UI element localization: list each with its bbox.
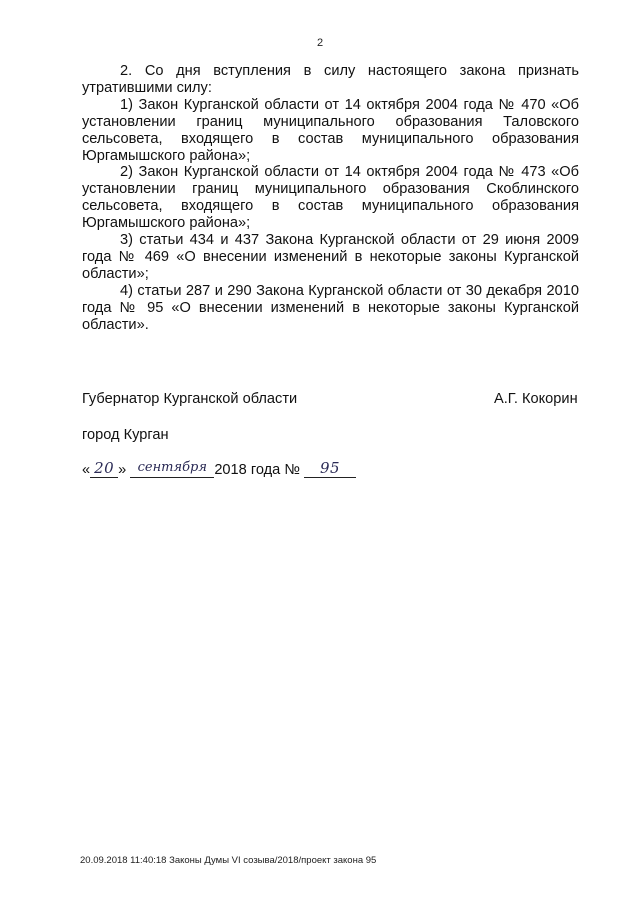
- date-line: [82, 461, 356, 478]
- governor-title: Губернатор Курганской области: [82, 391, 298, 407]
- open-quote: «: [82, 462, 91, 478]
- paragraph-item-1: 1) Закон Курганской области от 14 октября 2004 года № 470 «Об установлении границ муниципального образования Таловского сельсовета, входящего в состав муниципального образования Юргамышского района»;: [82, 96, 579, 164]
- governor-name: А.Г. Кокорин: [494, 391, 578, 407]
- paragraph-repeal-intro: 2. Со дня вступления в силу настоящего закона признать утратившими силу:: [82, 63, 579, 96]
- handwritten-number: 95: [320, 459, 341, 477]
- city-line: город Курган: [82, 427, 169, 443]
- law-body: [82, 63, 579, 334]
- paragraph-item-2: 2) Закон Курганской области от 14 октября 2004 года № 473 «Об установлении границ муниципального образования Скоблинского сельсовета, входящего в состав муниципального образования Юргамышского района»;: [82, 164, 579, 232]
- page-number: 2: [316, 37, 324, 49]
- paragraph-item-4: 4) статьи 287 и 290 Закона Курганской области от 30 декабря 2010 года № 95 «О внесении изменений в некоторые законы Курганской области».: [82, 282, 579, 333]
- year-text: 2018 года №: [214, 462, 300, 478]
- close-quote: »: [118, 462, 127, 478]
- day-blank: [90, 461, 118, 478]
- month-blank: [130, 461, 214, 478]
- handwritten-month: сентября: [137, 460, 207, 475]
- handwritten-day: 20: [94, 459, 115, 477]
- paragraph-item-3: 3) статьи 434 и 437 Закона Курганской области от 29 июня 2009 года № 469 «О внесении изменений в некоторые законы Курганской области»;: [82, 232, 579, 282]
- footer-path: 20.09.2018 11:40:18 Законы Думы VI созыва/2018/проект закона 95: [80, 855, 377, 866]
- number-blank: [304, 461, 356, 478]
